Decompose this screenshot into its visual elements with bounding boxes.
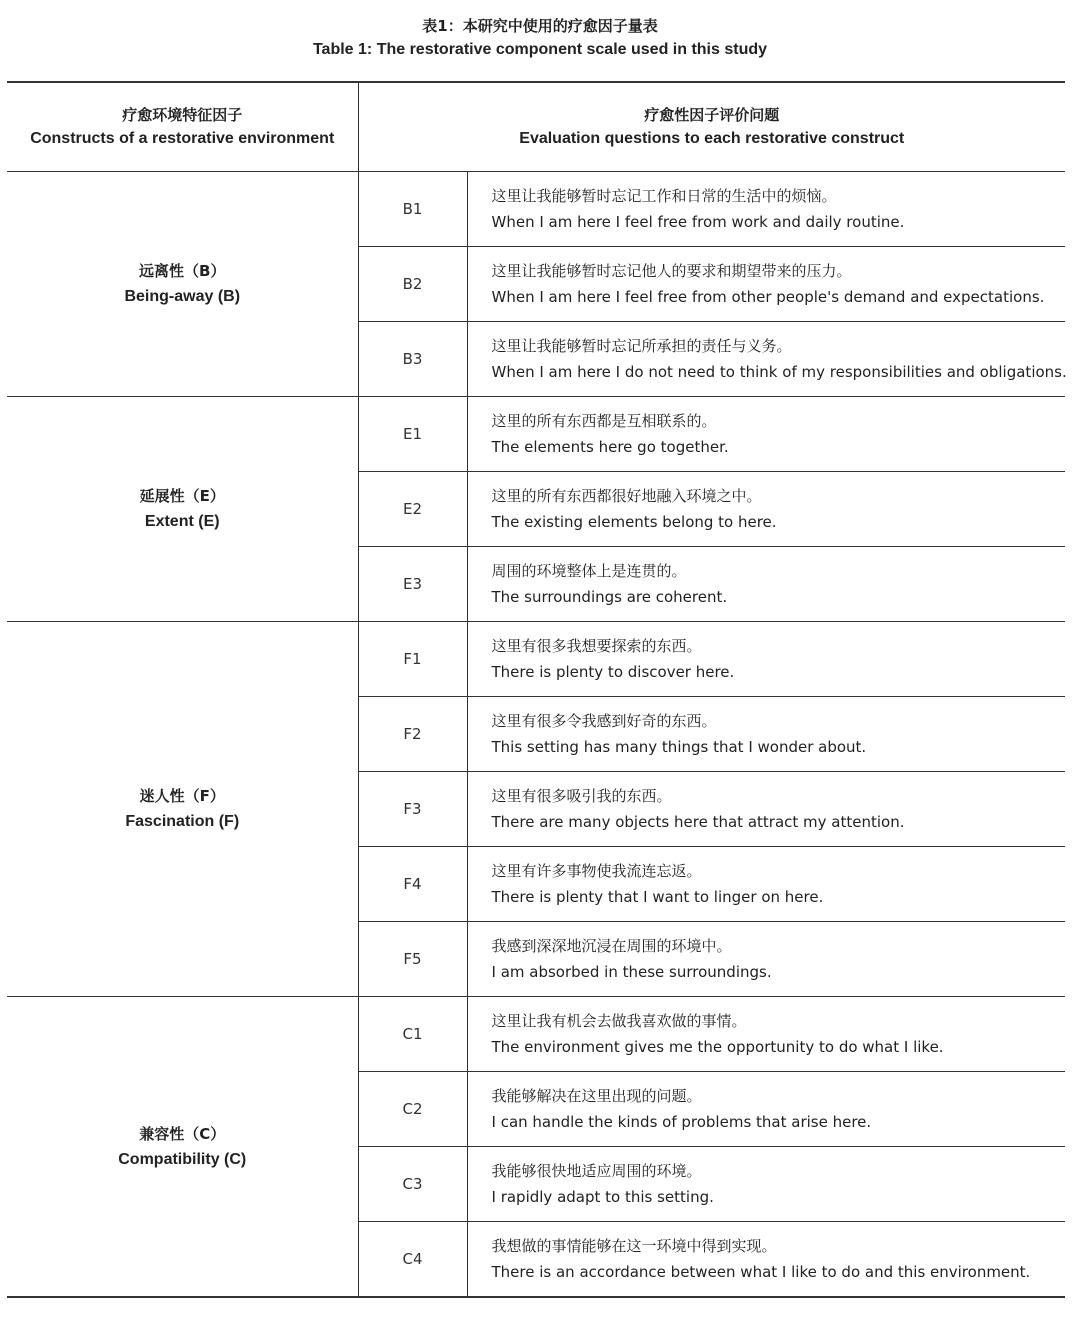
- question-zh: 这里让我能够暂时忘记所承担的责任与义务。: [491, 337, 792, 355]
- construct-fascination: [7, 622, 358, 997]
- question-en: The existing elements belong to here.: [491, 513, 777, 531]
- header-questions-en: Evaluation questions to each restorative construct: [519, 130, 905, 147]
- item-code: F1: [358, 622, 467, 697]
- caption-zh: 表1：本研究中使用的疗愈因子量表: [422, 17, 658, 35]
- question-en: There are many objects here that attract my attention.: [491, 813, 905, 831]
- header-constructs-en: Constructs of a restorative environment: [30, 130, 335, 147]
- construct-zh: 迷人性（F）: [139, 787, 225, 805]
- question-zh: 我能够很快地适应周围的环境。: [491, 1162, 702, 1180]
- item-question: [467, 397, 1065, 472]
- question-zh: 周围的环境整体上是连贯的。: [491, 562, 687, 580]
- item-question: [467, 1222, 1065, 1298]
- item-question: [467, 172, 1065, 247]
- question-zh: 这里让我能够暂时忘记他人的要求和期望带来的压力。: [491, 262, 852, 280]
- item-code: F4: [358, 847, 467, 922]
- construct-en: Compatibility (C): [118, 1150, 247, 1168]
- question-zh: 我感到深深地沉浸在周围的环境中。: [491, 937, 732, 955]
- question-en: When I am here I feel free from work and daily routine.: [491, 213, 905, 231]
- construct-compatibility: [7, 997, 358, 1298]
- item-code: C4: [358, 1222, 467, 1298]
- item-question: [467, 697, 1065, 772]
- item-code: B2: [358, 247, 467, 322]
- construct-en: Fascination (F): [125, 813, 240, 830]
- construct-being-away: [7, 172, 358, 397]
- question-en: The environment gives me the opportunity to do what I like.: [491, 1038, 944, 1056]
- item-question: [467, 847, 1065, 922]
- header-questions-zh: 疗愈性因子评价问题: [644, 106, 780, 124]
- question-zh: 这里的所有东西都很好地融入环境之中。: [491, 487, 762, 505]
- caption-en: Table 1: The restorative component scale used in this study: [312, 41, 768, 58]
- question-zh: 我想做的事情能够在这一环境中得到实现。: [491, 1237, 777, 1255]
- item-question: [467, 1147, 1065, 1222]
- question-en: I can handle the kinds of problems that arise here.: [491, 1113, 872, 1131]
- item-question: [467, 997, 1065, 1072]
- question-en: When I am here I feel free from other people's demand and expectations.: [491, 288, 1045, 306]
- item-question: [467, 1072, 1065, 1147]
- question-en: This setting has many things that I wonder about.: [491, 738, 867, 756]
- question-en: There is plenty that I want to linger on here.: [491, 888, 824, 906]
- item-question: [467, 922, 1065, 997]
- question-zh: 我能够解决在这里出现的问题。: [491, 1087, 702, 1105]
- question-zh: 这里有许多事物使我流连忘返。: [491, 862, 702, 880]
- construct-zh: 远离性（B）: [139, 262, 226, 280]
- header-constructs: [7, 82, 358, 172]
- construct-zh: 兼容性（C）: [139, 1124, 226, 1143]
- item-code: C2: [358, 1072, 467, 1147]
- item-question: [467, 772, 1065, 847]
- question-en: When I am here I do not need to think of my responsibilities and obligations.: [491, 363, 1067, 381]
- item-code: F3: [358, 772, 467, 847]
- item-question: [467, 547, 1065, 622]
- construct-en: Being-away (B): [124, 288, 241, 305]
- question-zh: 这里有很多令我感到好奇的东西。: [491, 712, 717, 730]
- item-code: F2: [358, 697, 467, 772]
- item-question: [467, 247, 1065, 322]
- question-en: The surroundings are coherent.: [491, 588, 728, 606]
- restorative-scale-table: [7, 81, 1065, 1298]
- question-zh: 这里有很多我想要探索的东西。: [491, 637, 702, 655]
- table-caption: [0, 14, 1080, 62]
- header-questions: [358, 82, 1065, 172]
- item-code: E3: [358, 547, 467, 622]
- question-zh: 这里让我有机会去做我喜欢做的事情。: [491, 1012, 747, 1030]
- question-zh: 这里的所有东西都是互相联系的。: [491, 412, 717, 430]
- item-code: F5: [358, 922, 467, 997]
- header-constructs-zh: 疗愈环境特征因子: [122, 106, 243, 124]
- construct-extent: [7, 397, 358, 622]
- item-code: C1: [358, 997, 467, 1072]
- item-code: E1: [358, 397, 467, 472]
- construct-en: Extent (E): [144, 513, 220, 530]
- question-zh: 这里让我能够暂时忘记工作和日常的生活中的烦恼。: [491, 187, 837, 205]
- question-en: I rapidly adapt to this setting.: [491, 1188, 714, 1206]
- item-question: [467, 472, 1065, 547]
- question-en: The elements here go together.: [491, 438, 729, 456]
- table-row: [7, 397, 1065, 472]
- header-row: [7, 82, 1065, 172]
- question-zh: 这里有很多吸引我的东西。: [491, 787, 672, 805]
- table-row: [7, 997, 1065, 1072]
- table-row: [7, 622, 1065, 697]
- table-row: [7, 172, 1065, 247]
- item-code: B3: [358, 322, 467, 397]
- item-code: C3: [358, 1147, 467, 1222]
- construct-zh: 延展性（E）: [139, 487, 225, 505]
- question-en: I am absorbed in these surroundings.: [491, 963, 772, 981]
- item-code: E2: [358, 472, 467, 547]
- item-code: B1: [358, 172, 467, 247]
- item-question: [467, 322, 1065, 397]
- question-en: There is plenty to discover here.: [491, 663, 735, 681]
- question-en: There is an accordance between what I like to do and this environment.: [491, 1263, 1031, 1281]
- item-question: [467, 622, 1065, 697]
